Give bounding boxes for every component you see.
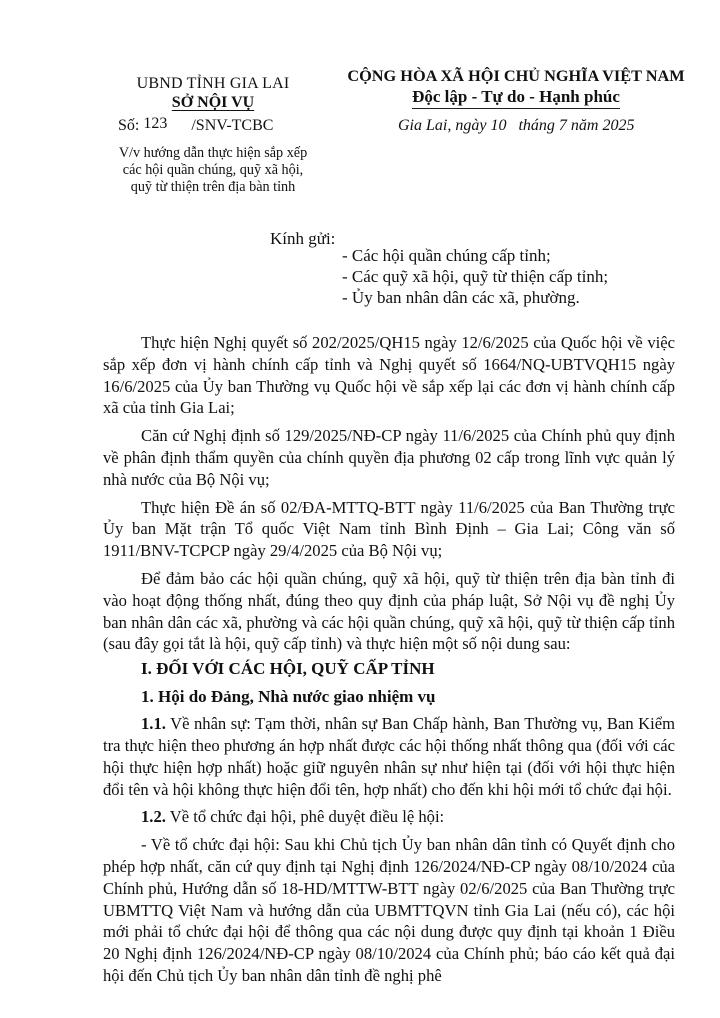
body-paragraph: Thực hiện Đề án số 02/ĐA-MTTQ-BTT ngày 11/6/2025 của Ban Thường trực Ủy ban Mặt trận Tổ quốc Việt Nam tỉnh Bình Định – Gia Lai; Công văn số 1911/BNV-TCPCP ngày 29/4/2025 của Bộ Nội vụ; bbox=[103, 497, 675, 561]
subsection-heading: 1. Hội do Đảng, Nhà nước giao nhiệm vụ bbox=[141, 687, 436, 707]
recipient-item: - Ủy ban nhân dân các xã, phường. bbox=[342, 288, 580, 307]
subject-line: quỹ từ thiện trên địa bàn tỉnh bbox=[130, 179, 296, 195]
document-number bbox=[118, 116, 273, 136]
recipients-list bbox=[342, 245, 608, 308]
body-paragraph: Căn cứ Nghị định số 129/2025/NĐ-CP ngày 11/6/2025 của Chính phủ quy định về phân định thẩm quyền của chính quyền địa phương 02 cấp trong lĩnh vực quản lý nhà nước của Bộ Nội vụ; bbox=[103, 426, 675, 489]
recipient-item: - Các quỹ xã hội, quỹ từ thiện cấp tỉnh; bbox=[342, 267, 609, 286]
recipient-item: - Các hội quần chúng cấp tỉnh; bbox=[342, 246, 551, 265]
doc-number-value: 123 bbox=[143, 115, 168, 132]
document-body bbox=[103, 332, 675, 993]
issuer-block bbox=[100, 74, 326, 113]
item-1-2-text: Về tổ chức đại hội, phê duyệt điều lệ hội: bbox=[165, 807, 445, 827]
issuer-organization: UBND TỈNH GIA LAI bbox=[136, 75, 290, 92]
doc-number-code: /SNV-TCBC bbox=[191, 117, 274, 134]
body-paragraph: Thực hiện Nghị quyết số 202/2025/QH15 ngày 12/6/2025 của Quốc hội về việc sắp xếp đơn vị hành chính cấp tỉnh và Nghị quyết số 1664/NQ-UBTVQH15 ngày 16/6/2025 của Ủy ban Thường vụ Quốc hội về sắp xếp lại các đơn vị hành chính cấp xã của tỉnh Gia Lai; bbox=[103, 333, 675, 418]
item-1-1-label: 1.1. bbox=[141, 714, 166, 734]
issuer-department-text: SỞ NỘI VỤ bbox=[171, 94, 255, 111]
subject-line: V/v hướng dẫn thực hiện sắp xếp bbox=[118, 145, 308, 161]
document-subject bbox=[100, 145, 326, 196]
issuer-department bbox=[100, 93, 326, 113]
item-1-2-label: 1.2. bbox=[141, 807, 166, 827]
item-1-1 bbox=[103, 713, 675, 800]
item-1-2 bbox=[103, 806, 675, 828]
section-heading: I. ĐỐI VỚI CÁC HỘI, QUỸ CẤP TỈNH bbox=[141, 659, 435, 679]
place-date: Gia Lai, ngày 10 tháng 7 năm 2025 bbox=[398, 117, 635, 134]
item-1-2-bullet: - Về tổ chức đại hội: Sau khi Chủ tịch Ủy ban nhân dân tỉnh có Quyết định cho phép hợp nhất, căn cứ quy định tại Nghị định 126/2024/NĐ-CP ngày 08/10/2024 của Chính phủ, Hướng dẫn số 18-HD/MTTW-BTT ngày 02/6/2025 của Ban Thường trực UBMTTQ Việt Nam và hướng dẫn của UBMTTQVN tỉnh Gia Lai (nếu có), các hội mới phải tổ chức đại hội để thông qua các nội dung được quy định tại khoản 1 Điều 20 Nghị định 126/2024/NĐ-CP ngày 08/10/2024 của Chính phủ; báo cáo kết quả đại hội đến Chủ tịch Ủy ban nhân dân tỉnh đề nghị phê bbox=[103, 835, 675, 985]
national-motto: Độc lập - Tự do - Hạnh phúc bbox=[412, 86, 620, 109]
subject-line: các hội quần chúng, quỹ xã hội, bbox=[122, 162, 304, 178]
national-header bbox=[330, 66, 702, 109]
body-paragraph: Để đảm bảo các hội quần chúng, quỹ xã hội, quỹ từ thiện trên địa bàn tỉnh đi vào hoạt động thống nhất, đúng theo quy định của pháp luật, Sở Nội vụ đề nghị Ủy ban nhân dân các xã, phường và các hội quần chúng, quỹ xã hội, quỹ từ thiện cấp tỉnh (sau đây gọi tắt là hội, quỹ cấp tỉnh) và thực hiện một số nội dung sau: bbox=[103, 568, 675, 654]
nation-title: CỘNG HÒA XÃ HỘI CHỦ NGHĨA VIỆT NAM bbox=[347, 66, 685, 85]
item-1-1-text: Về nhân sự: Tạm thời, nhân sự Ban Chấp hành, Ban Thường vụ, Ban Kiểm tra thực hiện theo phương án hợp nhất được các hội thống nhất thông qua (đối với các hội thực hiện hợp nhất) hoặc giữ nguyên nhân sự như hiện tại (đối với hội thực hiện đổi tên và hội không thực hiện đổi tên, hợp nhất) cho đến khi hội mới tổ chức đại hội. bbox=[103, 714, 675, 799]
doc-number-label: Số: bbox=[118, 117, 140, 134]
recipients-label: Kính gửi: bbox=[270, 229, 336, 248]
